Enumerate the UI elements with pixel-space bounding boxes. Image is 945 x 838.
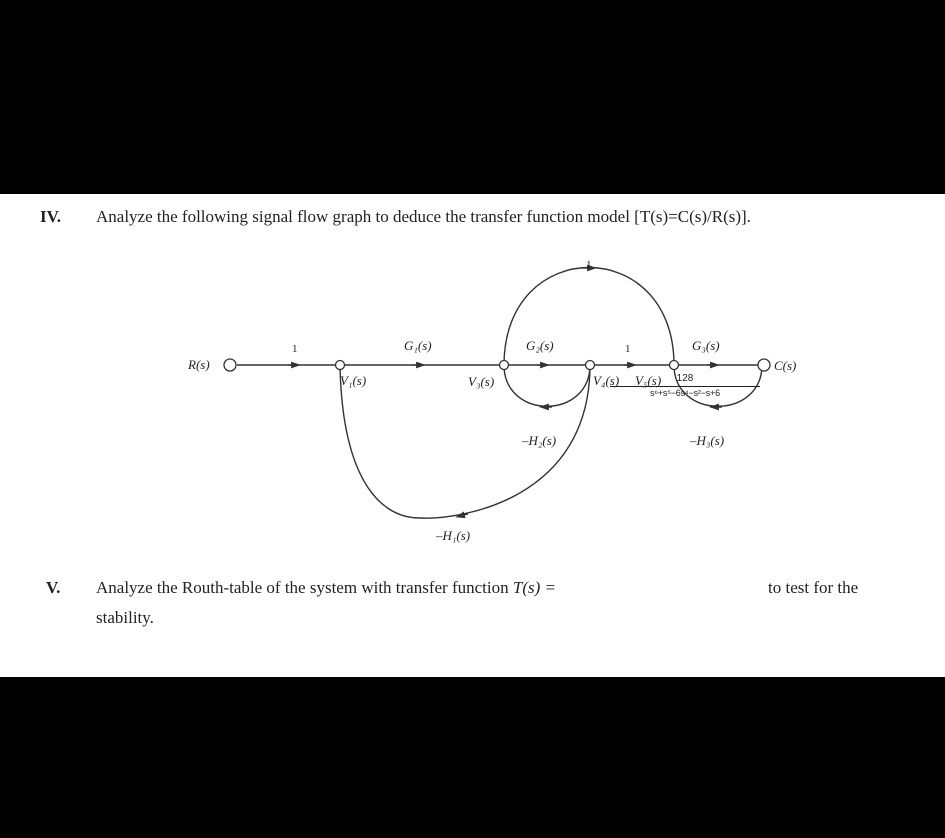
gain-h3: –H₃(s) <box>690 433 725 448</box>
transfer-function-fraction <box>610 373 760 399</box>
gain-v4-v5: 1 <box>625 343 631 355</box>
label-r: R(s) <box>188 357 210 372</box>
question-5-text-after: to test for the <box>768 578 859 597</box>
label-v1: V₁(s) <box>340 373 367 388</box>
fraction-bar <box>610 386 760 387</box>
gain-r-v1: 1 <box>292 343 298 355</box>
label-v5: V₅(s) <box>635 373 662 388</box>
question-4-text: Analyze the following signal flow graph to deduce the transfer function model [T(s)=C(s)/R(s)]. <box>96 207 751 226</box>
branch-h2 <box>504 365 590 406</box>
tf-numerator: 128 <box>676 373 694 384</box>
transfer-function-lhs: T(s) = <box>512 578 556 597</box>
gain-top-arc: 1 <box>586 259 592 271</box>
tf-denominator: s⁶+s⁵−6s⁴−s²−s+6 <box>650 388 720 398</box>
node-v5 <box>670 361 679 370</box>
label-c: C(s) <box>774 358 797 373</box>
question-4-number: IV. <box>40 207 61 226</box>
gain-g1: G₁(s) <box>404 338 432 353</box>
node-v1 <box>336 361 345 370</box>
gain-g3: G₃(s) <box>692 338 720 353</box>
question-5-number: V. <box>46 578 61 597</box>
node-r <box>224 359 236 371</box>
question-5-text-line2: stability. <box>96 608 154 627</box>
node-v3 <box>500 361 509 370</box>
gain-h2: –H₂(s) <box>522 433 557 448</box>
question-5-text-before: Analyze the Routh-table of the system with transfer function <box>96 578 509 597</box>
label-v4: V₄(s) <box>593 373 620 388</box>
node-v4 <box>586 361 595 370</box>
node-c <box>758 359 770 371</box>
gain-g2: G₂(s) <box>526 338 554 353</box>
label-v3: V₃(s) <box>468 374 495 389</box>
question-5-text <box>96 578 556 598</box>
gain-h1: –H₁(s) <box>436 528 471 543</box>
